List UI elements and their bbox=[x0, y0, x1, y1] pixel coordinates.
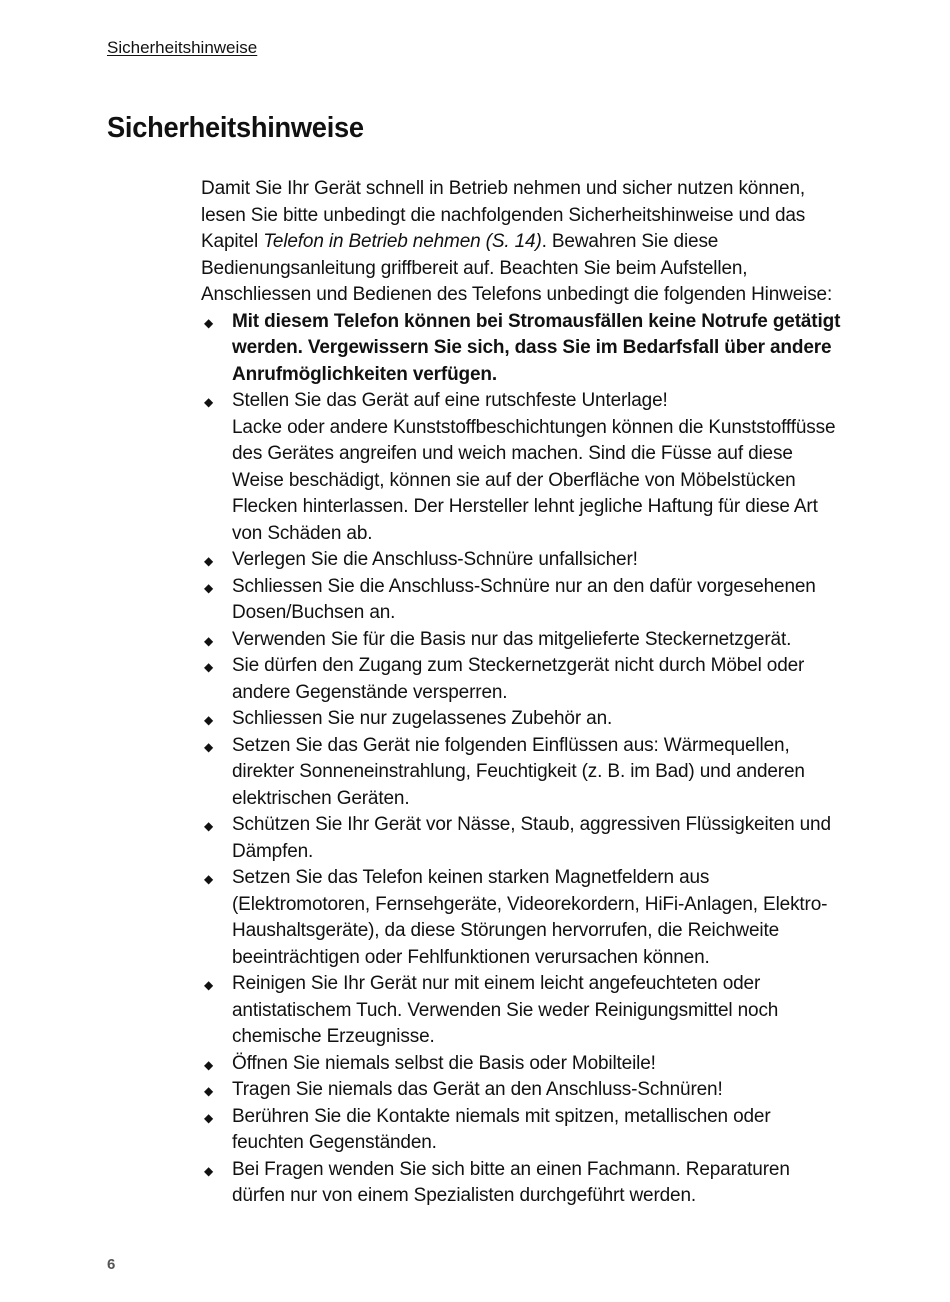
safety-item-magnetic-fields bbox=[201, 865, 841, 971]
safety-item-text: Setzen Sie das Telefon keinen starken Magnetfeldern aus (Elektromotoren, Fernsehgeräte, Videorekordern, HiFi-Anlagen, Elektro-Haushaltsgeräte), da diese Störungen hervorrufen, die Reichweite beeinträchtigen oder Fehlfunktionen verursachen können. bbox=[232, 867, 828, 968]
page-number: 6 bbox=[107, 1256, 116, 1273]
safety-item-text: Stellen Sie das Gerät auf eine rutschfeste Unterlage! bbox=[232, 390, 668, 411]
safety-instructions-list bbox=[201, 309, 841, 1210]
running-header: Sicherheitshinweise bbox=[107, 38, 258, 57]
safety-item-cleaning bbox=[201, 971, 841, 1051]
diamond-bullet-icon: ◆ bbox=[204, 1057, 214, 1072]
safety-item-text: Schliessen Sie die Anschluss-Schnüre nur an den dafür vorgesehenen Dosen/Buchsen an. bbox=[232, 575, 816, 623]
chapter-reference: Telefon in Betrieb nehmen (S. 14) bbox=[263, 231, 542, 252]
safety-item-do-not-open bbox=[201, 1051, 841, 1078]
safety-item-text: Verlegen Sie die Anschluss-Schnüre unfallsicher! bbox=[232, 549, 638, 570]
safety-item-text: Sie dürfen den Zugang zum Steckernetzgerät nicht durch Möbel oder andere Gegenstände versperren. bbox=[232, 655, 805, 703]
safety-item-moisture bbox=[201, 812, 841, 865]
safety-item-text: Schützen Sie Ihr Gerät vor Nässe, Staub, aggressiven Flüssigkeiten und Dämpfen. bbox=[232, 814, 831, 862]
page-title: Sicherheitshinweise bbox=[107, 112, 364, 144]
safety-item-cable-sockets bbox=[201, 574, 841, 627]
diamond-bullet-icon: ◆ bbox=[204, 713, 214, 727]
safety-item-carrying bbox=[201, 1077, 841, 1104]
safety-item-repairs bbox=[201, 1157, 841, 1210]
diamond-bullet-icon: ◆ bbox=[204, 660, 214, 674]
diamond-bullet-icon: ◆ bbox=[204, 580, 214, 595]
safety-item-text: Setzen Sie das Gerät nie folgenden Einflüssen aus: Wärmequellen, direkter Sonneneinstrahlung, Feuchtigkeit (z. B. im Bad) und anderen elektrischen Geräten. bbox=[232, 734, 805, 809]
diamond-bullet-icon: ◆ bbox=[204, 819, 214, 833]
diamond-bullet-icon: ◆ bbox=[204, 739, 214, 754]
safety-item-emergency-calls bbox=[201, 309, 841, 389]
diamond-bullet-icon: ◆ bbox=[204, 978, 214, 992]
diamond-bullet-icon: ◆ bbox=[204, 633, 214, 648]
safety-item-text: Bei Fragen wenden Sie sich bitte an einen Fachmann. Reparaturen dürfen nur von einem Spezialisten durchgeführt werden. bbox=[232, 1158, 790, 1206]
safety-item-detail-text: Lacke oder andere Kunststoffbeschichtungen können die Kunststofffüsse des Gerätes angreifen und weich machen. Sind die Füsse auf diese Weise beschädigt, können sie auf der Oberfläche von Möbelstücken Flecken hinterlassen. Der Hersteller lehnt jegliche Haftung für diese Art von Schäden ab. bbox=[232, 416, 836, 544]
safety-item-approved-accessories bbox=[201, 706, 841, 733]
diamond-bullet-icon: ◆ bbox=[204, 315, 214, 330]
safety-item-text: Mit diesem Telefon können bei Stromausfällen keine Notrufe getätigt werden. Vergewissern Sie sich, dass Sie im Bedarfsfall über andere Anrufmöglichkeiten verfügen. bbox=[232, 310, 841, 385]
diamond-bullet-icon: ◆ bbox=[204, 395, 214, 409]
safety-item-environment bbox=[201, 733, 841, 813]
safety-item-text: Reinigen Sie Ihr Gerät nur mit einem leicht angefeuchteten oder antistatischem Tuch. Verwenden Sie weder Reinigungsmittel noch chemische Erzeugnisse. bbox=[232, 973, 779, 1047]
safety-item-non-slip-surface bbox=[201, 388, 841, 547]
diamond-bullet-icon: ◆ bbox=[204, 872, 214, 886]
intro-text-start: Damit Sie Ihr Gerät schnell in Betrieb nehmen und sicher nutzen können, lesen Sie bitte unbedingt die nachfolgenden Sicherheitshinweise und das Kapitel bbox=[201, 178, 806, 252]
safety-item-power-adapter bbox=[201, 627, 841, 654]
safety-item-adapter-access bbox=[201, 653, 841, 706]
diamond-bullet-icon: ◆ bbox=[204, 554, 214, 568]
intro-text-end: . Bewahren Sie diese Bedienungsanleitung griffbereit auf. Beachten Sie beim Aufstellen, Anschliessen und Bedienen des Telefons unbedingt die folgenden Hinweise: bbox=[201, 231, 833, 305]
safety-item-text: Tragen Sie niemals das Gerät an den Anschluss-Schnüren! bbox=[232, 1079, 723, 1100]
diamond-bullet-icon: ◆ bbox=[204, 1084, 214, 1098]
diamond-bullet-icon: ◆ bbox=[204, 1110, 214, 1125]
safety-item-text: Verwenden Sie für die Basis nur das mitgelieferte Steckernetzgerät. bbox=[232, 628, 792, 650]
intro-paragraph bbox=[201, 176, 841, 309]
safety-item-contacts bbox=[201, 1104, 841, 1157]
safety-content bbox=[201, 176, 841, 1210]
diamond-bullet-icon: ◆ bbox=[204, 1163, 214, 1178]
safety-item-text: Berühren Sie die Kontakte niemals mit spitzen, metallischen oder feuchten Gegenständen. bbox=[232, 1105, 771, 1153]
safety-item-text: Öffnen Sie niemals selbst die Basis oder Mobilteile! bbox=[232, 1052, 656, 1074]
safety-item-text: Schliessen Sie nur zugelassenes Zubehör an. bbox=[232, 708, 613, 729]
safety-item-cables-safe bbox=[201, 547, 841, 574]
